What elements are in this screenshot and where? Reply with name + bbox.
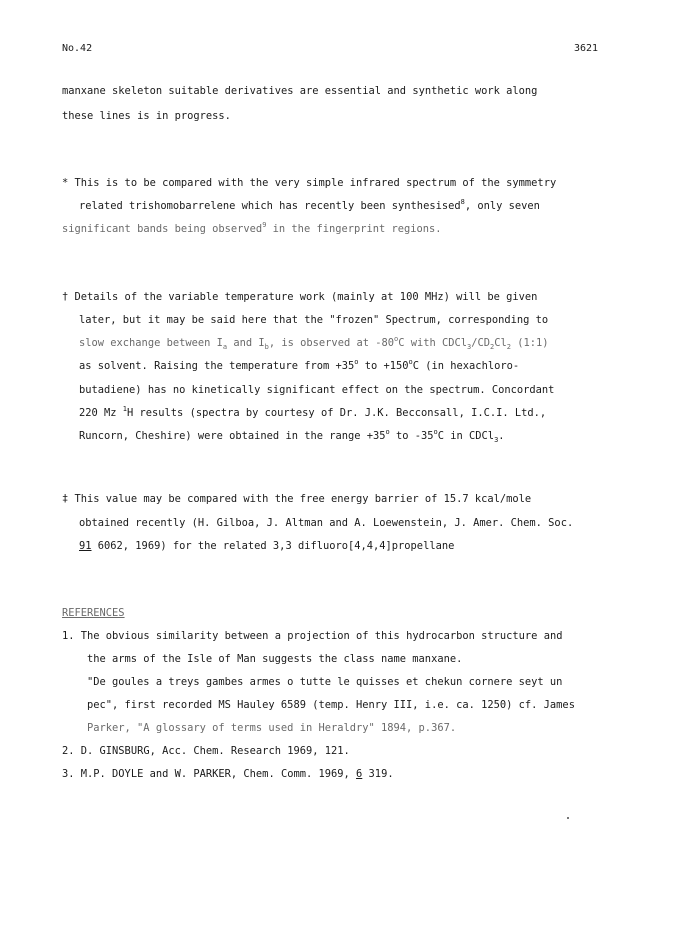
footnote-dagger-line-5: butadiene) has no kinetically significant effect on the spectrum. Concordant — [79, 384, 555, 396]
intro-line-1: manxane skeleton suitable derivatives are essential and synthetic work along — [62, 85, 538, 97]
footnote-star-line-2: related trishomobarrelene which has recently been synthesised$^8$, only seven — [79, 198, 540, 212]
reference-1-line-3: "De goules a treys gambes armes o tutte le quisses et chekun cornere seyt un — [87, 676, 563, 688]
references-heading: REFERENCES — [62, 607, 125, 619]
volume-number: 6 — [356, 768, 363, 780]
footnote-star-line-3: significant bands being observed$^9$ in the fingerprint regions. — [62, 221, 442, 235]
footnote-dagger-line-6: 220 Mz $^1$H results (spectra by courtesy of Dr. J.K. Becconsall, I.C.I. Ltd., — [79, 405, 547, 419]
page-number: 3621 — [574, 43, 599, 54]
footnote-ddagger-line-2: obtained recently (H. Gilboa, J. Altman and A. Loewenstein, J. Amer. Chem. Soc. — [79, 517, 574, 529]
reference-1-line-1: 1. The obvious similarity between a projection of this hydrocarbon structure and — [62, 630, 563, 642]
footnote-ddagger-line-3: 91 6062, 1969) for the related 3,3 difluoro[4,4,4]propellane — [79, 540, 455, 552]
scan-speck — [567, 817, 569, 819]
footnote-ddagger-line-1: ‡ This value may be compared with the free energy barrier of 15.7 kcal/mole — [62, 493, 532, 505]
reference-2: 2. D. GINSBURG, Acc. Chem. Research 1969, 121. — [62, 745, 350, 757]
footnote-dagger-line-2: later, but it may be said here that the "frozen" Spectrum, corresponding to — [79, 314, 549, 326]
footnote-dagger-line-7: Runcorn, Cheshire) were obtained in the range $+35^o$ to -35$^o$C in CDCl$_3$. — [79, 428, 505, 444]
reference-1-line-4: pec", first recorded MS Hauley 6589 (temp. Henry III, i.e. ca. 1250) cf. James — [87, 699, 575, 711]
citation-superscript: 9 — [262, 221, 267, 229]
reference-3: 3. M.P. DOYLE and W. PARKER, Chem. Comm. 1969, 6 319. — [62, 768, 394, 780]
journal-issue: No.42 — [62, 43, 93, 54]
intro-line-2: these lines is in progress. — [62, 110, 231, 122]
footnote-dagger-line-3: slow exchange between $I_a$ and $I_b$, is observed at -80$^o$C with $CDCl_3/CD_2Cl_2$ (1:1) — [79, 335, 549, 351]
reference-1-line-2: the arms of the Isle of Man suggests the class name manxane. — [87, 653, 463, 665]
reference-1-line-5: Parker, "A glossary of terms used in Heraldry" 1894, p.367. — [87, 722, 457, 734]
citation-superscript: 8 — [460, 198, 465, 206]
footnote-dagger-line-1: † Details of the variable temperature work (mainly at 100 MHz) will be given — [62, 291, 538, 303]
volume-number: 91 — [79, 540, 92, 552]
footnote-star-line-1: * This is to be compared with the very simple infrared spectrum of the symmetry — [62, 177, 557, 189]
footnote-dagger-line-4: as solvent. Raising the temperature from $+35^o$ to $+150^oC$ (in hexachloro- — [79, 358, 520, 372]
